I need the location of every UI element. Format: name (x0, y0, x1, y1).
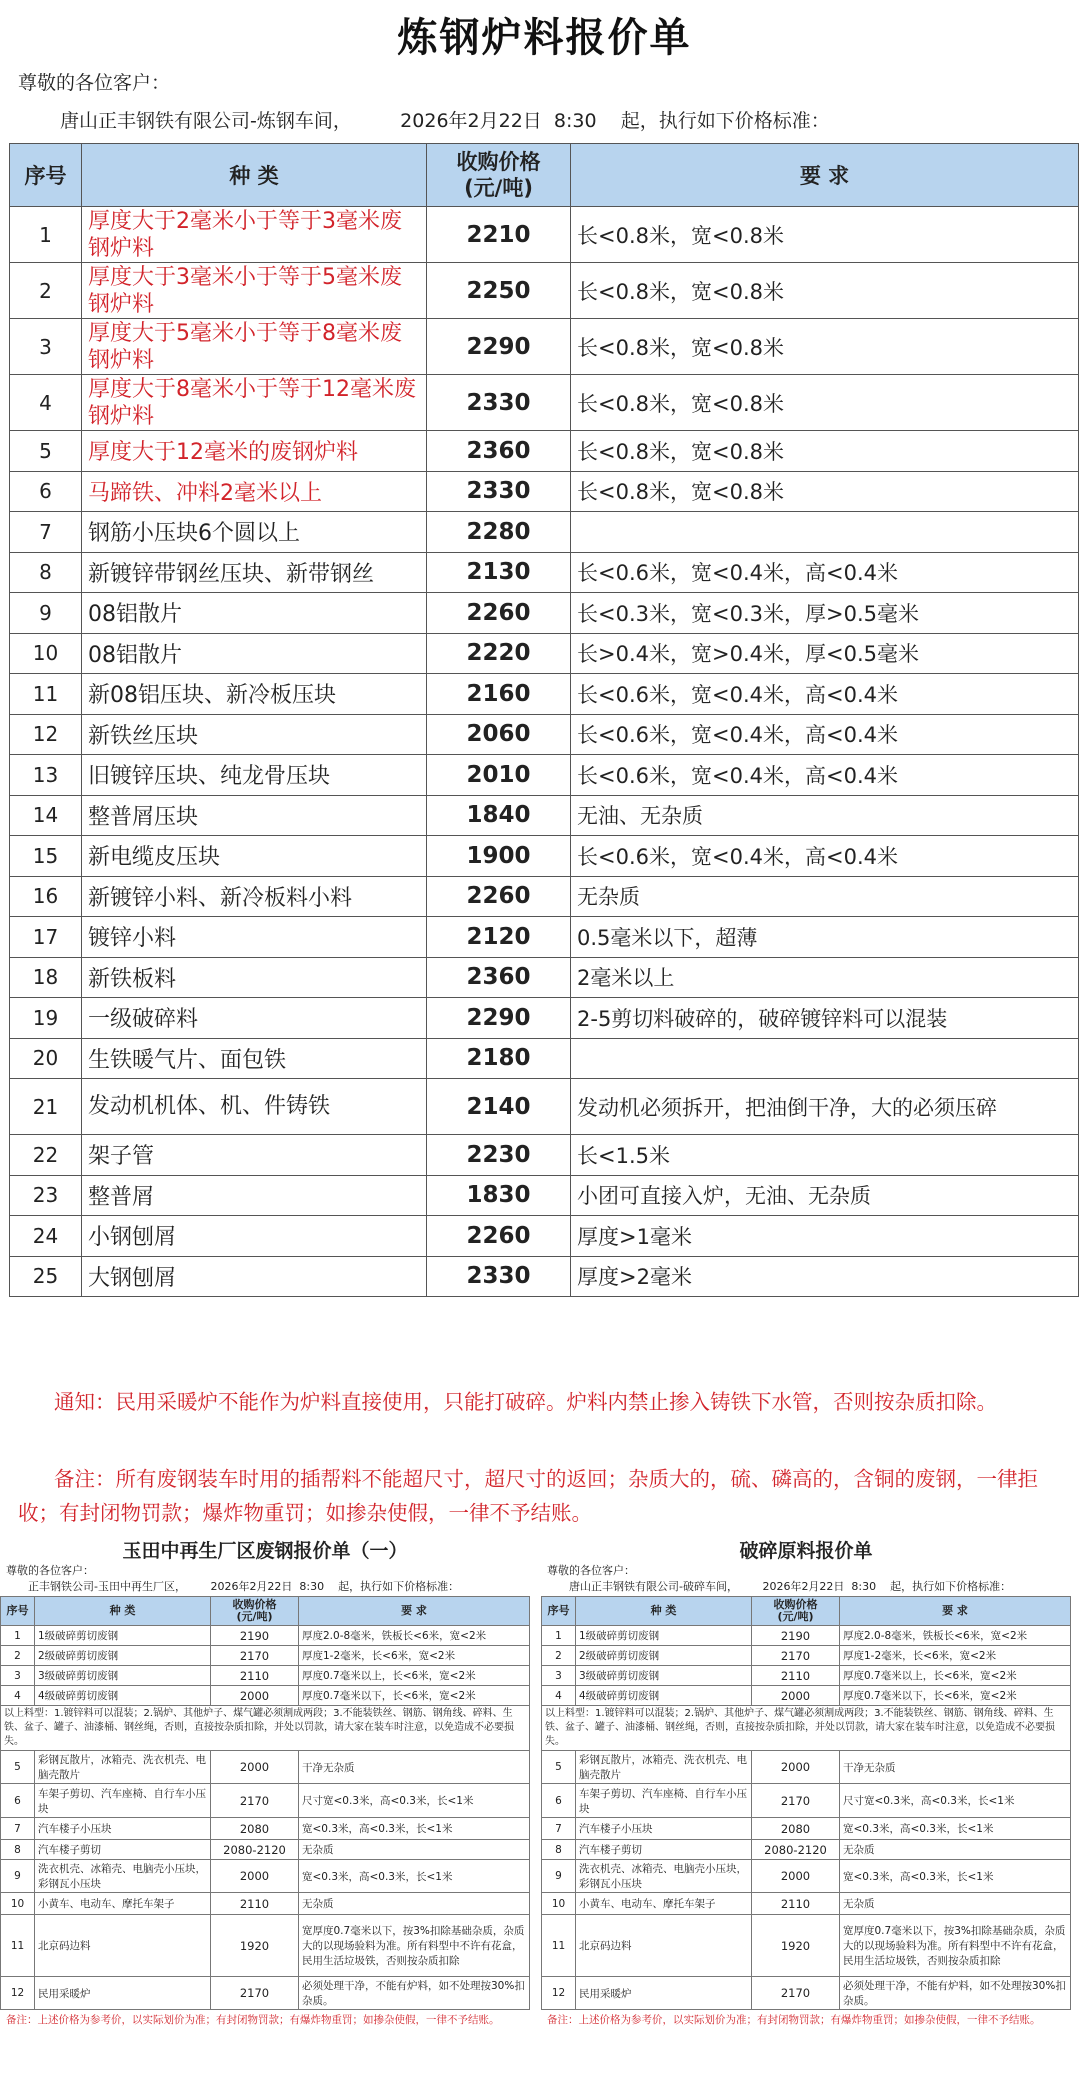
purchase-price: 2120 (427, 917, 571, 958)
requirement: 干净无杂质 (840, 1751, 1071, 1784)
material-type: 钢筋小压块6个圆以上 (82, 512, 427, 553)
yutian-price-panel (0, 1530, 530, 2094)
material-type: 厚度大于8毫米小于等于12毫米废钢炉料 (82, 375, 427, 431)
row-number: 8 (542, 1840, 576, 1860)
requirement: 尺寸宽<0.3米，高<0.3米，长<1米 (299, 1784, 530, 1818)
panel-header-price: 收购价格 (元/吨) (211, 1597, 299, 1626)
purchase-price: 2160 (427, 674, 571, 715)
panel-note-row (1, 1706, 530, 1751)
page-title: 炼钢炉料报价单 (397, 15, 692, 61)
material-type: 4级破碎剪切废钢 (35, 1686, 211, 1706)
requirement: 长<0.8米，宽<0.8米 (571, 375, 1079, 431)
material-type: 生铁暖气片、面包铁 (82, 1038, 427, 1079)
table-row (10, 263, 1079, 319)
material-type: 2级破碎剪切废钢 (35, 1646, 211, 1666)
requirement: 厚度2.0-8毫米，铁板长<6米，宽<2米 (840, 1626, 1071, 1646)
material-type: 小黄车、电动车、摩托车架子 (576, 1893, 752, 1915)
row-number: 7 (10, 512, 82, 553)
requirement: 2毫米以上 (571, 957, 1079, 998)
row-number: 20 (10, 1038, 82, 1079)
row-number: 17 (10, 917, 82, 958)
material-type: 一级破碎料 (82, 998, 427, 1039)
table-header (10, 144, 1079, 207)
purchase-price: 2180 (427, 1038, 571, 1079)
table-row (10, 1079, 1079, 1135)
row-number: 3 (542, 1666, 576, 1686)
row-number: 11 (1, 1915, 35, 1977)
purchase-price: 2130 (427, 552, 571, 593)
row-number: 3 (1, 1666, 35, 1686)
purchase-price: 2280 (427, 512, 571, 553)
row-number: 7 (542, 1818, 576, 1840)
requirement: 厚度1-2毫米，长<6米，宽<2米 (299, 1646, 530, 1666)
table-row (10, 1038, 1079, 1079)
material-type: 车架子剪切、汽车座椅、自行车小压块 (576, 1784, 752, 1818)
row-number: 10 (10, 633, 82, 674)
material-type: 4级破碎剪切废钢 (576, 1686, 752, 1706)
panel-table-row (542, 1666, 1071, 1686)
panel-header-req: 要 求 (299, 1597, 530, 1626)
purchase-price: 1840 (427, 795, 571, 836)
table-row (10, 471, 1079, 512)
material-type: 洗衣机壳、冰箱壳、电脑壳小压块，彩钢瓦小压块 (35, 1860, 211, 1893)
material-type: 3级破碎剪切废钢 (35, 1666, 211, 1686)
purchase-price: 2360 (427, 957, 571, 998)
row-number: 2 (542, 1646, 576, 1666)
panel-table-row (1, 1666, 530, 1686)
requirement: 长<0.6米，宽<0.4米，高<0.4米 (571, 755, 1079, 796)
greeting: 尊敬的各位客户： (18, 72, 171, 94)
material-type: 新电缆皮压块 (82, 836, 427, 877)
table-row (10, 1175, 1079, 1216)
row-number: 5 (10, 431, 82, 472)
requirement: 厚度>1毫米 (571, 1216, 1079, 1257)
requirement: 长<0.8米，宽<0.8米 (571, 319, 1079, 375)
requirement (571, 1038, 1079, 1079)
purchase-price: 2360 (427, 431, 571, 472)
row-number: 11 (542, 1915, 576, 1977)
purchase-price: 1900 (427, 836, 571, 877)
row-number: 9 (10, 593, 82, 634)
panel-table-row (1, 1840, 530, 1860)
panel-table-row (1, 1915, 530, 1977)
requirement: 长<0.8米，宽<0.8米 (571, 263, 1079, 319)
purchase-price: 1920 (752, 1915, 840, 1977)
material-type: 架子管 (82, 1135, 427, 1176)
purchase-price: 2080 (752, 1818, 840, 1840)
requirement: 无油、无杂质 (571, 795, 1079, 836)
material-type: 2级破碎剪切废钢 (576, 1646, 752, 1666)
row-number: 13 (10, 755, 82, 796)
purchase-price: 2170 (211, 1646, 299, 1666)
requirement: 长<0.6米，宽<0.4米，高<0.4米 (571, 714, 1079, 755)
row-number: 1 (10, 207, 82, 263)
material-type: 整普屑 (82, 1175, 427, 1216)
purchase-price: 2230 (427, 1135, 571, 1176)
row-number: 10 (542, 1893, 576, 1915)
material-type: 民用采暖炉 (576, 1977, 752, 2010)
panel-greeting: 尊敬的各位客户： (6, 1564, 94, 1577)
requirement: 无杂质 (571, 876, 1079, 917)
row-number: 9 (1, 1860, 35, 1893)
material-type: 马蹄铁、冲料2毫米以上 (82, 471, 427, 512)
material-type: 镀锌小料 (82, 917, 427, 958)
material-type: 北京码边料 (576, 1915, 752, 1977)
material-type: 汽车楼子小压块 (35, 1818, 211, 1840)
purchase-price: 2000 (752, 1751, 840, 1784)
requirement: 发动机必须拆开，把油倒干净，大的必须压碎 (571, 1079, 1079, 1135)
purchase-price: 2000 (752, 1860, 840, 1893)
requirement: 宽厚度0.7毫米以下，按3%扣除基础杂质，杂质大的以现场验料为准。所有料型中不许有花盒，民用生活垃圾铁，否则按杂质扣除 (840, 1915, 1071, 1977)
requirement: 干净无杂质 (299, 1751, 530, 1784)
row-number: 19 (10, 998, 82, 1039)
remark-text: 备注：所有废钢装车时用的插帮料不能超尺寸，超尺寸的返回；杂质大的，硫、磷高的，含铜的废钢，一律拒收；有封闭物罚款；爆炸物重罚；如掺杂使假，一律不予结账。 (18, 1467, 1038, 1525)
purchase-price: 2330 (427, 375, 571, 431)
table-row (10, 375, 1079, 431)
purchase-price: 2260 (427, 876, 571, 917)
row-number: 12 (542, 1977, 576, 2010)
purchase-price: 2000 (211, 1860, 299, 1893)
row-number: 16 (10, 876, 82, 917)
purchase-price: 2220 (427, 633, 571, 674)
row-number: 1 (1, 1626, 35, 1646)
row-number: 6 (1, 1784, 35, 1818)
material-type: 08铝散片 (82, 633, 427, 674)
material-type: 1级破碎剪切废钢 (35, 1626, 211, 1646)
panel-table (541, 1596, 1071, 2010)
row-number: 12 (1, 1977, 35, 2010)
panel-table-row (542, 1686, 1071, 1706)
requirement: 长<1.5米 (571, 1135, 1079, 1176)
material-type: 汽车楼子剪切 (576, 1840, 752, 1860)
purchase-price: 2260 (427, 1216, 571, 1257)
material-type: 汽车楼子小压块 (576, 1818, 752, 1840)
requirement: 尺寸宽<0.3米，高<0.3米，长<1米 (840, 1784, 1071, 1818)
purchase-price: 2110 (211, 1893, 299, 1915)
material-type: 北京码边料 (35, 1915, 211, 1977)
purchase-price: 2330 (427, 1256, 571, 1297)
requirement: 无杂质 (299, 1893, 530, 1915)
purchase-price: 2110 (752, 1666, 840, 1686)
table-row (10, 319, 1079, 375)
purchase-price: 2170 (211, 1977, 299, 2010)
purchase-price: 2290 (427, 998, 571, 1039)
material-type: 厚度大于2毫米小于等于3毫米废钢炉料 (82, 207, 427, 263)
purchase-price: 2170 (752, 1977, 840, 2010)
row-number: 25 (10, 1256, 82, 1297)
table-row (10, 674, 1079, 715)
requirement: 厚度0.7毫米以上，长<6米，宽<2米 (299, 1666, 530, 1686)
purchase-price: 2250 (427, 263, 571, 319)
requirement: 无杂质 (840, 1893, 1071, 1915)
panel-table-row (542, 1840, 1071, 1860)
row-number: 23 (10, 1175, 82, 1216)
material-type: 3级破碎剪切废钢 (576, 1666, 752, 1686)
panel-table-row (542, 1751, 1071, 1784)
panel-title: 破碎原料报价单 (739, 1540, 873, 1562)
material-type: 新08铝压块、新冷板压块 (82, 674, 427, 715)
header-type: 种 类 (82, 144, 427, 207)
panel-table-row (542, 1915, 1071, 1977)
row-number: 12 (10, 714, 82, 755)
row-number: 3 (10, 319, 82, 375)
material-type: 旧镀锌压块、纯龙骨压块 (82, 755, 427, 796)
panel-table-header (1, 1597, 530, 1626)
panel-remark: 备注：上述价格为参考价，以实际划价为准；有封闭物罚款；有爆炸物重罚；如掺杂使假，一律不予结账。 (547, 2014, 1041, 2026)
panel-table-row (542, 1626, 1071, 1646)
purchase-price: 2140 (427, 1079, 571, 1135)
material-type: 1级破碎剪切废钢 (576, 1626, 752, 1646)
material-type: 厚度大于3毫米小于等于5毫米废钢炉料 (82, 263, 427, 319)
material-type: 新镀锌带钢丝压块、新带钢丝 (82, 552, 427, 593)
panel-header-type: 种 类 (576, 1597, 752, 1626)
purchase-price: 2190 (752, 1626, 840, 1646)
purchase-price: 2000 (211, 1751, 299, 1784)
row-number: 7 (1, 1818, 35, 1840)
panel-note: 以上料型：1.镀锌料可以混装；2.锅炉、其他炉子、煤气罐必须割成两段；3.不能装铁丝、钢筋、钢角线、碎料、生铁、盆子、罐子、油漆桶、钢丝绳，否则，直接按杂质扣除，并处以罚款，请大家在装车时注意，以免造成不必要损失。 (542, 1706, 1071, 1751)
panel-table-header (542, 1597, 1071, 1626)
purchase-price: 1920 (211, 1915, 299, 1977)
row-number: 8 (10, 552, 82, 593)
material-type: 彩钢瓦散片，冰箱壳、洗衣机壳、电脑壳散片 (35, 1751, 211, 1784)
table-row (10, 593, 1079, 634)
panel-title: 玉田中再生厂区废钢报价单（一） (122, 1540, 408, 1562)
purchase-price: 2000 (752, 1686, 840, 1706)
row-number: 22 (10, 1135, 82, 1176)
purchase-price: 2110 (211, 1666, 299, 1686)
row-number: 2 (1, 1646, 35, 1666)
material-type: 洗衣机壳、冰箱壳、电脑壳小压块，彩钢瓦小压块 (576, 1860, 752, 1893)
panel-table-row (542, 1646, 1071, 1666)
table-row (10, 795, 1079, 836)
material-type: 小钢刨屑 (82, 1216, 427, 1257)
purchase-price: 2290 (427, 319, 571, 375)
requirement: 无杂质 (299, 1840, 530, 1860)
requirement: 宽<0.3米，高<0.3米，长<1米 (840, 1818, 1071, 1840)
table-row (10, 998, 1079, 1039)
purchase-price: 2110 (752, 1893, 840, 1915)
purchase-price: 2170 (752, 1646, 840, 1666)
panel-intro: 唐山正丰钢铁有限公司-破碎车间， 2026年2月22日 8:30 起，执行如下价格标准： (569, 1580, 1012, 1593)
header-req: 要 求 (571, 144, 1079, 207)
header-no: 序号 (10, 144, 82, 207)
panel-table-row (542, 1893, 1071, 1915)
material-type: 新镀锌小料、新冷板料小料 (82, 876, 427, 917)
requirement: 厚度2.0-8毫米，铁板长<6米，宽<2米 (299, 1626, 530, 1646)
row-number: 9 (542, 1860, 576, 1893)
panel-header-no: 序号 (1, 1597, 35, 1626)
panel-table-row (1, 1686, 530, 1706)
requirement: 长<0.8米，宽<0.8米 (571, 207, 1079, 263)
intro-line: 唐山正丰钢铁有限公司-炼钢车间， 2026年2月22日 8:30 起，执行如下价格标准： (60, 110, 830, 132)
panel-table-row (1, 1784, 530, 1818)
panel-table-row (1, 1646, 530, 1666)
material-type: 新铁板料 (82, 957, 427, 998)
panel-table-row (542, 1818, 1071, 1840)
requirement: 2-5剪切料破碎的，破碎镀锌料可以混装 (571, 998, 1079, 1039)
material-type: 汽车楼子剪切 (35, 1840, 211, 1860)
row-number: 4 (542, 1686, 576, 1706)
material-type: 车架子剪切、汽车座椅、自行车小压块 (35, 1784, 211, 1818)
row-number: 1 (542, 1626, 576, 1646)
panel-remark: 备注：上述价格为参考价，以实际划价为准；有封闭物罚款；有爆炸物重罚；如掺杂使假，一律不予结账。 (6, 2014, 500, 2026)
panel-note: 以上料型：1.镀锌料可以混装；2.锅炉、其他炉子、煤气罐必须割成两段；3.不能装铁丝、钢筋、钢角线、碎料、生铁、盆子、罐子、油漆桶、钢丝绳，否则，直接按杂质扣除，并处以罚款，请大家在装车时注意，以免造成不必要损失。 (1, 1706, 530, 1751)
requirement: 宽<0.3米，高<0.3米，长<1米 (299, 1818, 530, 1840)
requirement: 长<0.6米，宽<0.4米，高<0.4米 (571, 674, 1079, 715)
panel-note-row (542, 1706, 1071, 1751)
header-price: 收购价格 (元/吨) (427, 144, 571, 207)
row-number: 21 (10, 1079, 82, 1135)
panel-table-row (542, 1977, 1071, 2010)
purchase-price: 2080-2120 (752, 1840, 840, 1860)
requirement: 0.5毫米以下，超薄 (571, 917, 1079, 958)
requirement: 宽<0.3米，高<0.3米，长<1米 (840, 1860, 1071, 1893)
row-number: 10 (1, 1893, 35, 1915)
purchase-price: 2080-2120 (211, 1840, 299, 1860)
table-row (10, 431, 1079, 472)
material-type: 厚度大于12毫米的废钢炉料 (82, 431, 427, 472)
requirement (571, 512, 1079, 553)
table-row (10, 957, 1079, 998)
purchase-price: 2010 (427, 755, 571, 796)
purchase-price: 2080 (211, 1818, 299, 1840)
material-type: 彩钢瓦散片，冰箱壳、洗衣机壳、电脑壳散片 (576, 1751, 752, 1784)
crushing-price-panel (541, 1530, 1071, 2094)
table-row (10, 552, 1079, 593)
purchase-price: 2000 (211, 1686, 299, 1706)
material-type: 小黄车、电动车、摩托车架子 (35, 1893, 211, 1915)
requirement: 长>0.4米，宽>0.4米，厚<0.5毫米 (571, 633, 1079, 674)
table-row (10, 633, 1079, 674)
panel-header-type: 种 类 (35, 1597, 211, 1626)
purchase-price: 2330 (427, 471, 571, 512)
panel-greeting: 尊敬的各位客户： (547, 1564, 635, 1577)
table-row (10, 876, 1079, 917)
row-number: 6 (542, 1784, 576, 1818)
panel-table-row (542, 1860, 1071, 1893)
row-number: 18 (10, 957, 82, 998)
panel-intro: 正丰钢铁公司-玉田中再生厂区， 2026年2月22日 8:30 起，执行如下价格标准： (28, 1580, 460, 1593)
row-number: 4 (10, 375, 82, 431)
material-type: 民用采暖炉 (35, 1977, 211, 2010)
row-number: 5 (1, 1751, 35, 1784)
table-row (10, 714, 1079, 755)
requirement: 无杂质 (840, 1840, 1071, 1860)
purchase-price: 2060 (427, 714, 571, 755)
row-number: 14 (10, 795, 82, 836)
requirement: 必须处理干净，不能有炉料，如不处理按30%扣杂质。 (299, 1977, 530, 2010)
table-row (10, 512, 1079, 553)
table-row (10, 917, 1079, 958)
requirement: 长<0.3米，宽<0.3米，厚>0.5毫米 (571, 593, 1079, 634)
table-row (10, 1256, 1079, 1297)
row-number: 11 (10, 674, 82, 715)
panel-header-no: 序号 (542, 1597, 576, 1626)
panel-table-row (1, 1626, 530, 1646)
requirement: 小团可直接入炉，无油、无杂质 (571, 1175, 1079, 1216)
material-type: 发动机机体、机、件铸铁 (82, 1079, 427, 1135)
row-number: 5 (542, 1751, 576, 1784)
requirement: 厚度0.7毫米以下，长<6米，宽<2米 (299, 1686, 530, 1706)
requirement: 长<0.8米，宽<0.8米 (571, 471, 1079, 512)
row-number: 15 (10, 836, 82, 877)
notice-text: 通知：民用采暖炉不能作为炉料直接使用，只能打破碎。炉料内禁止掺入铸铁下水管，否则按杂质扣除。 (54, 1390, 997, 1414)
purchase-price: 2170 (752, 1784, 840, 1818)
panel-table-row (542, 1784, 1071, 1818)
table-row (10, 1216, 1079, 1257)
purchase-price: 2260 (427, 593, 571, 634)
table-row (10, 207, 1079, 263)
panel-table-row (1, 1818, 530, 1840)
requirement: 厚度0.7毫米以下，长<6米，宽<2米 (840, 1686, 1071, 1706)
price-table (9, 143, 1079, 1297)
requirement: 长<0.6米，宽<0.4米，高<0.4米 (571, 552, 1079, 593)
requirement: 长<0.8米，宽<0.8米 (571, 431, 1079, 472)
panel-table-row (1, 1860, 530, 1893)
requirement: 宽厚度0.7毫米以下，按3%扣除基础杂质，杂质大的以现场验料为准。所有料型中不许有花盒，民用生活垃圾铁，否则按杂质扣除 (299, 1915, 530, 1977)
material-type: 新铁丝压块 (82, 714, 427, 755)
panel-table-row (1, 1977, 530, 2010)
panel-header-req: 要 求 (840, 1597, 1071, 1626)
table-row (10, 836, 1079, 877)
row-number: 24 (10, 1216, 82, 1257)
panel-table-row (1, 1893, 530, 1915)
panel-header-price: 收购价格 (元/吨) (752, 1597, 840, 1626)
material-type: 大钢刨屑 (82, 1256, 427, 1297)
requirement: 长<0.6米，宽<0.4米，高<0.4米 (571, 836, 1079, 877)
requirement: 必须处理干净，不能有炉料，如不处理按30%扣杂质。 (840, 1977, 1071, 2010)
row-number: 6 (10, 471, 82, 512)
purchase-price: 2170 (211, 1784, 299, 1818)
requirement: 厚度0.7毫米以上，长<6米，宽<2米 (840, 1666, 1071, 1686)
material-type: 08铝散片 (82, 593, 427, 634)
panel-table (0, 1596, 530, 2010)
row-number: 4 (1, 1686, 35, 1706)
purchase-price: 2190 (211, 1626, 299, 1646)
purchase-price: 2210 (427, 207, 571, 263)
requirement: 宽<0.3米，高<0.3米，长<1米 (299, 1860, 530, 1893)
purchase-price: 1830 (427, 1175, 571, 1216)
material-type: 整普屑压块 (82, 795, 427, 836)
table-row (10, 755, 1079, 796)
row-number: 2 (10, 263, 82, 319)
requirement: 厚度1-2毫米，长<6米，宽<2米 (840, 1646, 1071, 1666)
row-number: 8 (1, 1840, 35, 1860)
requirement: 厚度>2毫米 (571, 1256, 1079, 1297)
table-row (10, 1135, 1079, 1176)
panel-table-row (1, 1751, 530, 1784)
material-type: 厚度大于5毫米小于等于8毫米废钢炉料 (82, 319, 427, 375)
